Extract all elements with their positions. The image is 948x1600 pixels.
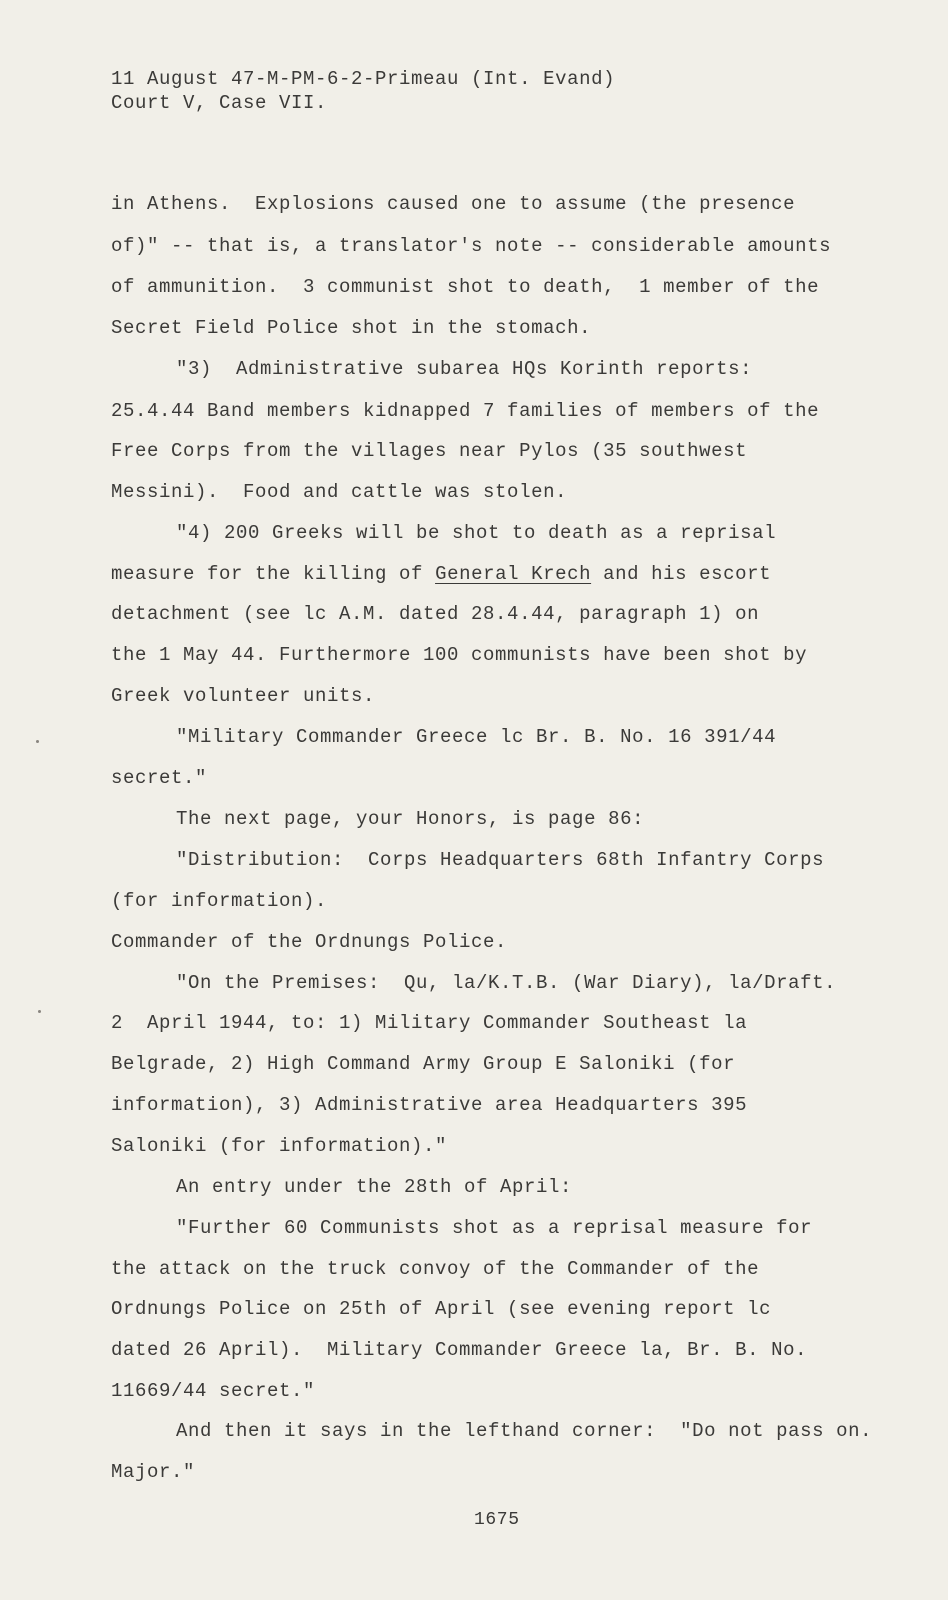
text-line: detachment (see lc A.M. dated 28.4.44, paragraph 1) on — [111, 603, 760, 625]
text-line: Saloniki (for information)." — [111, 1135, 448, 1157]
text-line: "Distribution: Corps Headquarters 68th Infantry Corps — [176, 849, 825, 871]
text-line: "4) 200 Greeks will be shot to death as a reprisal — [176, 522, 777, 544]
text-line: Greek volunteer units. — [111, 685, 376, 707]
text-line: The next page, your Honors, is page 86: — [176, 808, 645, 830]
text-line: "Further 60 Communists shot as a reprisal measure for — [176, 1217, 813, 1239]
text-line: Commander of the Ordnungs Police. — [111, 931, 508, 953]
text-line: (for information). — [111, 890, 328, 912]
text-line: Major." — [111, 1461, 196, 1483]
text-line: "Military Commander Greece lc Br. B. No. 16 391/44 — [176, 726, 777, 748]
text-line: Belgrade, 2) High Command Army Group E Saloniki (for — [111, 1053, 736, 1075]
text-line: the attack on the truck convoy of the Commander of the — [111, 1258, 760, 1280]
text-line — [111, 563, 771, 585]
text-line: 11669/44 secret." — [111, 1380, 316, 1402]
text-line: dated 26 April). Military Commander Greece la, Br. B. No. — [111, 1339, 808, 1361]
text-line: in Athens. Explosions caused one to assume (the presence — [111, 193, 796, 215]
paper-speck — [36, 740, 39, 743]
text-segment: and his escort — [591, 563, 772, 585]
header-line-2: Court V, Case VII. — [111, 92, 328, 114]
text-line: 2 April 1944, to: 1) Military Commander Southeast la — [111, 1012, 748, 1034]
text-line: Messini). Food and cattle was stolen. — [111, 481, 568, 503]
paper-speck — [38, 1010, 41, 1013]
text-line: Free Corps from the villages near Pylos (35 southwest — [111, 440, 748, 462]
text-line: "On the Premises: Qu, la/K.T.B. (War Diary), la/Draft. — [176, 972, 837, 994]
underlined-name: General Krech — [435, 563, 592, 585]
text-line: secret." — [111, 767, 208, 789]
text-line: information), 3) Administrative area Headquarters 395 — [111, 1094, 748, 1116]
text-line: of)" -- that is, a translator's note -- considerable amounts — [111, 235, 832, 257]
text-line: the 1 May 44. Furthermore 100 communists have been shot by — [111, 644, 808, 666]
text-line: of ammunition. 3 communist shot to death, 1 member of the — [111, 276, 820, 298]
text-segment: measure for the killing of — [111, 563, 436, 585]
text-line: Ordnungs Police on 25th of April (see evening report lc — [111, 1298, 772, 1320]
text-line: Secret Field Police shot in the stomach. — [111, 317, 592, 339]
text-line: An entry under the 28th of April: — [176, 1176, 573, 1198]
header-line-1: 11 August 47-M-PM-6-2-Primeau (Int. Evand) — [111, 68, 616, 90]
text-line: 25.4.44 Band members kidnapped 7 families of members of the — [111, 400, 820, 422]
text-line: And then it says in the lefthand corner: "Do not pass on. — [176, 1420, 873, 1442]
text-line: "3) Administrative subarea HQs Korinth reports: — [176, 358, 753, 380]
page-number: 1675 — [474, 1510, 520, 1530]
